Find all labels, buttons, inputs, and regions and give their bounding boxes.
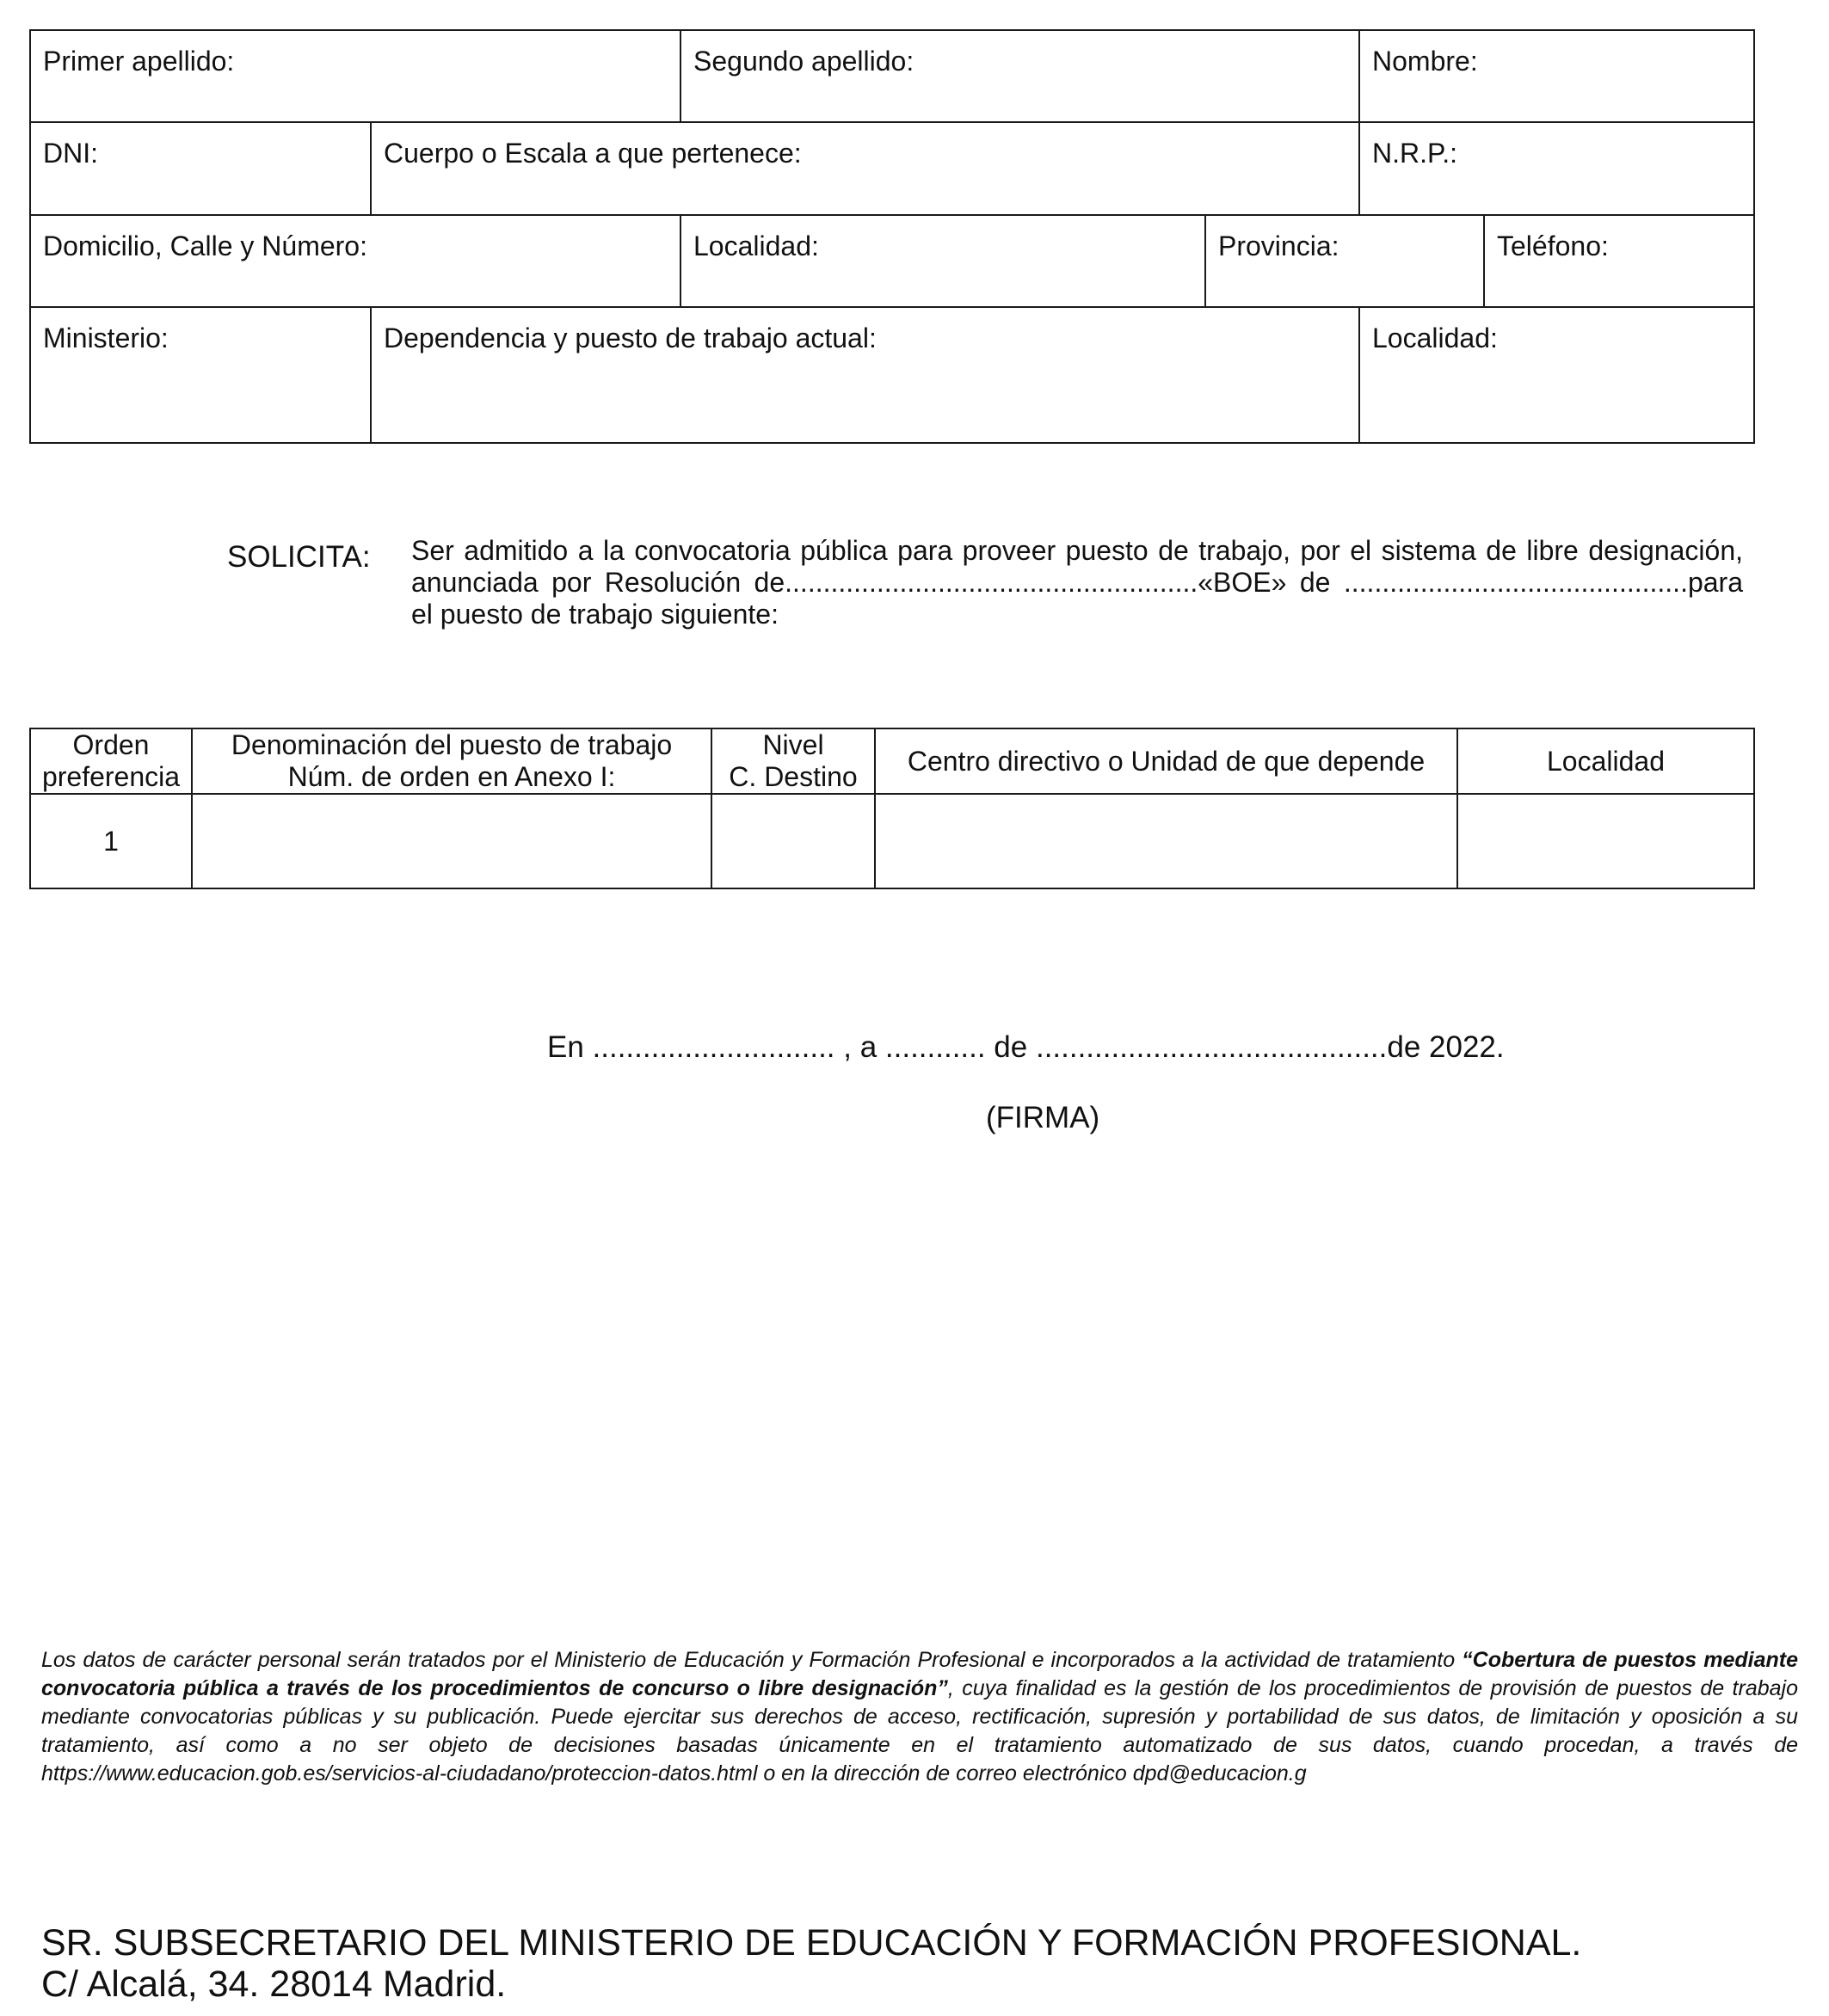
header-centro: Centro directivo o Unidad de que depende (907, 745, 1426, 777)
solicita-line-2: anunciada por Resolución de......................................................«BOE» de .............................................para (411, 567, 1743, 598)
primer-apellido-label: Primer apellido: (43, 46, 235, 77)
privacy-notice (41, 1646, 1798, 1788)
header-denominacion-line-1: Denominación del puesto de trabajo (231, 729, 673, 760)
domicilio-label: Domicilio, Calle y Número: (43, 230, 367, 261)
header-nivel-line-2: C. Destino (729, 761, 858, 792)
primer-apellido-field[interactable] (31, 31, 680, 121)
signature-label: (FIRMA) (986, 1101, 1100, 1134)
header-nivel-line-1: Nivel (762, 729, 824, 760)
solicita-line-3: el puesto de trabajo siguiente: (411, 599, 779, 630)
privacy-intro: Los datos de carácter personal serán tratados por el Ministerio de Educación y Formación Profesional e incorporados a la actividad de tratamiento (41, 1648, 1463, 1672)
header-denominacion (193, 729, 711, 793)
header-localidad: Localidad (1547, 745, 1665, 777)
privacy-activity: “Cobertura de puestos mediante convocatoria pública a través de los procedimientos de concurso o libre designación” (41, 1648, 1798, 1700)
row-nivel-cell[interactable] (712, 795, 874, 888)
solicita-line-1: Ser admitido a la convocatoria pública para proveer puesto de trabajo, por el sistema de libre designación, (411, 535, 1743, 566)
solicita-text (411, 535, 1743, 630)
positions-table (29, 728, 1755, 889)
cuerpo-label: Cuerpo o Escala a que pertenece: (384, 138, 802, 169)
ministerio-label: Ministerio: (43, 323, 169, 353)
localidad-trabajo-field[interactable] (1360, 308, 1753, 442)
telefono-label: Teléfono: (1497, 230, 1609, 261)
ministerio-field[interactable] (31, 308, 370, 442)
row-centro-cell[interactable] (876, 795, 1456, 888)
segundo-apellido-field[interactable] (681, 31, 1358, 121)
header-orden-line-2: preferencia (41, 761, 181, 792)
header-denominacion-line-2: Núm. de orden en Anexo I: (287, 761, 616, 792)
dni-field[interactable] (31, 123, 370, 214)
localidad-trabajo-label: Localidad: (1372, 323, 1498, 353)
addressee-line-2: C/ Alcalá, 34. 28014 Madrid. (41, 1964, 507, 2005)
row-orden-cell: 1 (103, 825, 119, 857)
nrp-field[interactable] (1360, 123, 1753, 214)
cuerpo-field[interactable] (372, 123, 1358, 214)
addressee-line-1: SR. SUBSECRETARIO DEL MINISTERIO DE EDUCACIÓN Y FORMACIÓN PROFESIONAL. (41, 1922, 1582, 1964)
header-orden-line-1: Orden (72, 729, 150, 760)
nombre-field[interactable] (1360, 31, 1753, 121)
dni-label: DNI: (43, 138, 98, 169)
date-place-line: En ............................. , a ............ de ..........................................de 2022. (547, 1030, 1505, 1064)
row-denominacion-cell[interactable] (193, 795, 711, 888)
solicita-label: SOLICITA: (227, 540, 371, 574)
personal-data-grid (29, 29, 1755, 444)
domicilio-field[interactable] (31, 216, 680, 306)
dependencia-field[interactable] (372, 308, 1358, 442)
provincia-field[interactable] (1206, 216, 1483, 306)
localidad-field[interactable] (681, 216, 1204, 306)
telefono-field[interactable] (1485, 216, 1753, 306)
nombre-label: Nombre: (1372, 46, 1478, 77)
nrp-label: N.R.P.: (1372, 138, 1457, 169)
provincia-label: Provincia: (1218, 230, 1339, 261)
addressee-block (41, 1922, 1581, 2005)
row-localidad-cell[interactable] (1458, 795, 1753, 888)
dependencia-label: Dependencia y puesto de trabajo actual: (384, 323, 877, 353)
localidad-label: Localidad: (693, 230, 819, 261)
header-orden (31, 729, 191, 793)
segundo-apellido-label: Segundo apellido: (693, 46, 914, 77)
privacy-rest: , cuya finalidad es la gestión de los procedimientos de provisión de puestos de trabajo mediante convocatorias públicas y su publicación. Puede ejercitar sus derechos de acceso, rectificación, supresión y portabilidad de sus datos, de limitación y oposición a su tratamiento, así como a no ser objeto de decisiones basadas únicamente en el tratamiento automatizado de sus datos, cuando procedan, a través de https://www.educacion.gob.es/servicios-al-ciudadano/proteccion-datos.html o en la dirección de correo electrónico dpd@educacion.g (41, 1676, 1798, 1786)
header-nivel (712, 729, 874, 793)
